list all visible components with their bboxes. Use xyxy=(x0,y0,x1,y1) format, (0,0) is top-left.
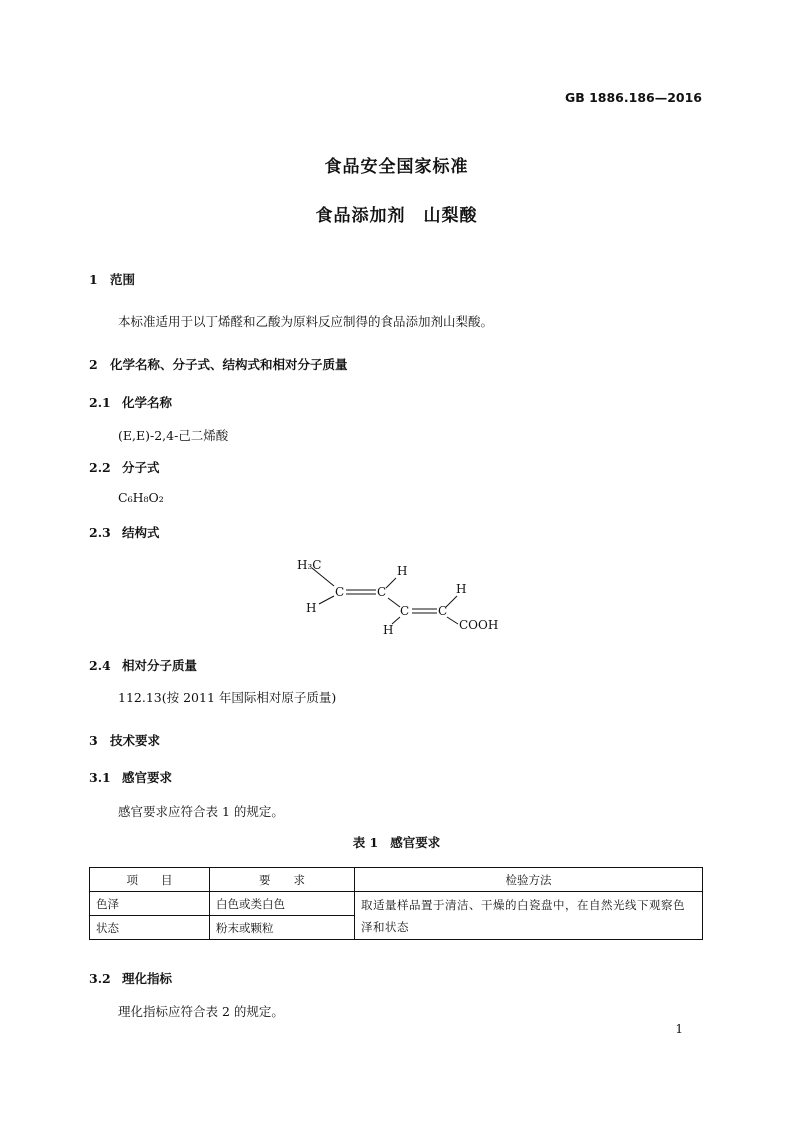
table-label: 表 1 xyxy=(352,835,379,850)
section-3-2-heading xyxy=(89,969,172,987)
molecular-formula: C₆H₈O₂ xyxy=(118,490,164,505)
section-title: 技术要求 xyxy=(110,733,161,748)
cell-requirement: 白色或类白色 xyxy=(210,892,355,916)
section-title: 相对分子质量 xyxy=(122,658,198,673)
label-cooh: COOH xyxy=(459,618,499,632)
section-3-1-text: 感官要求应符合表 1 的规定。 xyxy=(118,804,284,819)
section-3-heading xyxy=(89,731,160,749)
section-number: 2.3 xyxy=(89,525,111,540)
section-number: 2 xyxy=(89,357,98,372)
section-3-1-heading xyxy=(89,768,172,786)
cell-item: 色泽 xyxy=(90,892,210,916)
sensory-requirements-table xyxy=(89,867,703,940)
section-number: 2.4 xyxy=(89,658,111,673)
bond-c4-h xyxy=(446,596,457,607)
cell-method: 取适量样品置于清洁、干燥的白瓷盘中，在自然光线下观察色泽和状态 xyxy=(355,892,703,940)
label-ch3: H₃C xyxy=(297,558,322,572)
structural-formula xyxy=(290,552,505,640)
section-title: 理化指标 xyxy=(122,971,173,986)
label-c3: C xyxy=(400,604,410,618)
cell-item: 状态 xyxy=(90,916,210,940)
section-title: 结构式 xyxy=(122,525,160,540)
label-h4: H xyxy=(456,582,467,596)
column-header-method: 检验方法 xyxy=(355,868,703,892)
section-2-4-heading xyxy=(89,656,197,674)
bond-h-c1 xyxy=(319,596,334,604)
section-number: 2.1 xyxy=(89,395,111,410)
table-title: 感官要求 xyxy=(390,835,441,850)
document-title: 食品安全国家标准 xyxy=(324,157,469,177)
label-h3: H xyxy=(383,623,394,637)
document-subtitle: 食品添加剂 山梨酸 xyxy=(315,206,478,226)
section-number: 3.1 xyxy=(89,770,111,785)
bond-c2-c3 xyxy=(388,598,400,607)
section-2-1-heading xyxy=(89,393,172,411)
section-title: 化学名称、分子式、结构式和相对分子质量 xyxy=(110,357,348,372)
section-title: 分子式 xyxy=(122,460,160,475)
column-header-requirement: 要 求 xyxy=(210,868,355,892)
label-h2: H xyxy=(397,564,408,578)
bond-c4-cooh xyxy=(447,617,458,624)
molecular-mass: 112.13(按 2011 年国际相对原子质量) xyxy=(118,690,337,705)
section-number: 1 xyxy=(89,272,98,287)
section-3-2-text: 理化指标应符合表 2 的规定。 xyxy=(118,1004,284,1019)
column-header-item: 项 目 xyxy=(90,868,210,892)
table-row xyxy=(90,892,703,916)
cell-requirement: 粉末或颗粒 xyxy=(210,916,355,940)
bond-c2-h xyxy=(386,578,396,588)
section-number: 3 xyxy=(89,733,98,748)
label-c4: C xyxy=(438,604,448,618)
section-title: 化学名称 xyxy=(122,395,173,410)
section-number: 3.2 xyxy=(89,971,111,986)
label-h1: H xyxy=(306,601,317,615)
section-title: 感官要求 xyxy=(122,770,173,785)
label-c1: C xyxy=(335,585,345,599)
section-2-3-heading xyxy=(89,523,160,541)
table-header-row xyxy=(90,868,703,892)
section-title: 范围 xyxy=(110,272,136,287)
chemical-name: (E,E)-2,4-己二烯酸 xyxy=(118,428,229,443)
section-2-2-heading xyxy=(89,458,160,476)
label-c2: C xyxy=(377,585,387,599)
table-1-caption xyxy=(0,833,793,851)
section-1-heading xyxy=(89,270,135,288)
section-2-heading xyxy=(89,355,348,373)
page-number: 1 xyxy=(675,1022,683,1036)
section-1-text: 本标准适用于以丁烯醛和乙酸为原料反应制得的食品添加剂山梨酸。 xyxy=(118,314,494,329)
standard-number: GB 1886.186—2016 xyxy=(564,90,702,105)
section-number: 2.2 xyxy=(89,460,111,475)
